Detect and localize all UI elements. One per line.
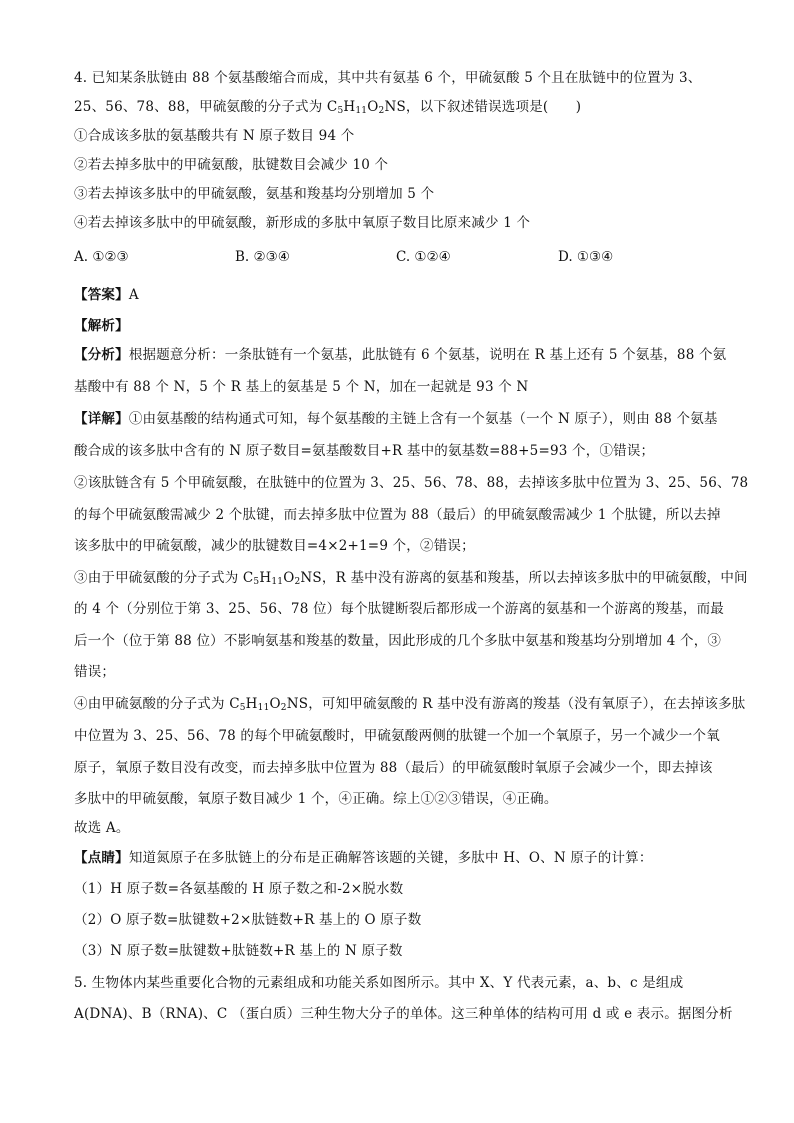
text-segment: NS，以下叙述错误选项是( ) bbox=[384, 99, 582, 115]
xiangjie-line-10 bbox=[74, 694, 746, 714]
text-segment: NS，R 基中没有游离的氨基和羧基，所以去掉该多肽中的甲硫氨酸，中间 bbox=[300, 570, 748, 586]
formula-o: （2）O 原子数=肽键数+2×肽链数+R 基上的 O 原子数 bbox=[74, 912, 422, 928]
subscript: 11 bbox=[271, 577, 284, 587]
text-segment: O bbox=[283, 570, 295, 586]
subscript: 5 bbox=[239, 703, 246, 713]
subscript: 5 bbox=[253, 577, 260, 587]
xiangjie-line-7: 的 4 个（分别位于第 3、25、56、78 位）每个肽键断裂后都形成一个游离的氨基和一个游离的羧基，而最 bbox=[74, 601, 724, 617]
subscript: 2 bbox=[280, 703, 287, 713]
fenxi-line-1 bbox=[74, 345, 726, 365]
text-segment: 知道氮原子在多肽链上的分布是正确解答该题的关键，多肽中 H、O、N 原子的计算： bbox=[128, 850, 653, 866]
fenxi-line-2: 基酸中有 88 个 N，5 个 R 基上的氨基是 5 个 N，加在一起就是 93 个 N bbox=[74, 379, 529, 395]
analysis-tag: 【解析】 bbox=[74, 318, 129, 334]
xiangjie-line-4: 的每个甲硫氨酸需减少 2 个肽键，而去掉多肽中位置为 88（最后）的甲硫氨酸需减少 1 个肽键，所以去掉 bbox=[74, 507, 721, 523]
option-a: A. ①②③ bbox=[74, 249, 129, 265]
text-segment: ③由于甲硫氨酸的分子式为 C bbox=[74, 570, 254, 586]
xiangjie-line-3: ②该肽链含有 5 个甲硫氨酸，在肽链中的位置为 3、25、56、78、88，去掉该多肽中位置为 3、25、56、78 bbox=[74, 475, 749, 491]
question-4-stem-line-1: 4. 已知某条肽链由 88 个氨基酸缩合而成，其中共有氨基 6 个，甲硫氨酸 5 个且在肽链中的位置为 3、 bbox=[74, 70, 702, 86]
text-segment: 25、56、78、88，甲硫氨酸的分子式为 C bbox=[74, 99, 338, 115]
option-d: D. ①③④ bbox=[558, 249, 614, 265]
dianjing-tag: 【点睛】 bbox=[74, 850, 129, 866]
subscript: 2 bbox=[378, 106, 385, 116]
text-segment: 根据题意分析：一条肽链有一个氨基，此肽链有 6 个氨基，说明在 R 基上还有 5 个氨基，88 个氨 bbox=[128, 347, 727, 363]
text-segment: H bbox=[343, 99, 356, 115]
xiangjie-line-2: 酸合成的该多肽中含有的 N 原子数目=氨基酸数目+R 基中的氨基数=88+5=93 个，①错误； bbox=[74, 443, 655, 459]
option-b: B. ②③④ bbox=[235, 249, 290, 265]
question-4-stem-line-2 bbox=[74, 97, 581, 117]
xiangjie-line-5: 该多肽中的甲硫氨酸，减少的肽键数目=4×2+1=9 个，②错误； bbox=[74, 538, 475, 554]
option-c: C. ①②④ bbox=[396, 249, 451, 265]
xiangjie-line-1 bbox=[74, 409, 718, 429]
xiangjie-line-6 bbox=[74, 568, 748, 588]
text-segment: NS，可知甲硫氨酸的 R 基中没有游离的羧基（没有氧原子），在去掉该多肽 bbox=[286, 696, 746, 712]
subscript: 5 bbox=[337, 106, 344, 116]
formula-n: （3）N 原子数=肽键数+肽链数+R 基上的 N 原子数 bbox=[74, 943, 403, 959]
xiangjie-line-12: 原子，氧原子数目没有改变，而去掉多肽中位置为 88（最后）的甲硫氨酸时氧原子会减少一个，即去掉该 bbox=[74, 760, 713, 776]
xiangjie-conclusion: 故选 A。 bbox=[74, 820, 130, 836]
statement-4: ④若去掉该多肽中的甲硫氨酸，新形成的多肽中氧原子数目比原来减少 1 个 bbox=[74, 215, 531, 231]
text-segment: O bbox=[269, 696, 281, 712]
xiangjie-tag: 【详解】 bbox=[74, 411, 129, 427]
formula-h: （1）H 原子数=各氨基酸的 H 原子数之和-2×脱水数 bbox=[74, 881, 404, 897]
subscript: 11 bbox=[257, 703, 270, 713]
subscript: 2 bbox=[294, 577, 301, 587]
subscript: 11 bbox=[355, 106, 368, 116]
dianjing-line-1 bbox=[74, 848, 653, 868]
statement-3: ③若去掉该多肽中的甲硫氨酸，氨基和羧基均分别增加 5 个 bbox=[74, 186, 435, 202]
xiangjie-line-8: 后一个（位于第 88 位）不影响氨基和羧基的数量，因此形成的几个多肽中氨基和羧基均分别增加 4 个，③ bbox=[74, 633, 722, 649]
text-segment: H bbox=[259, 570, 272, 586]
answer-line bbox=[74, 285, 139, 305]
fenxi-tag: 【分析】 bbox=[74, 347, 129, 363]
xiangjie-line-11: 中位置为 3、25、56、78 的每个甲硫氨酸时，甲硫氨酸两侧的肽键一个加一个氧原子，另一个减少一个氧 bbox=[74, 728, 720, 744]
text-segment: ①由氨基酸的结构通式可知，每个氨基酸的主链上含有一个氨基（一个 N 原子），则由 88 个氨基 bbox=[128, 411, 718, 427]
statement-2: ②若去掉多肽中的甲硫氨酸，肽键数目会减少 10 个 bbox=[74, 157, 389, 173]
question-5-line-1: 5. 生物体内某些重要化合物的元素组成和功能关系如图所示。其中 X、Y 代表元素，a、b、c 是组成 bbox=[74, 975, 684, 991]
text-segment: ④由甲硫氨酸的分子式为 C bbox=[74, 696, 240, 712]
answer-value: A bbox=[128, 287, 139, 303]
statement-1: ①合成该多肽的氨基酸共有 N 原子数目 94 个 bbox=[74, 128, 355, 144]
question-5-line-2: A(DNA)、B（RNA)、C （蛋白质）三种生物大分子的单体。这三种单体的结构可用 d 或 e 表示。据图分析 bbox=[74, 1006, 733, 1022]
xiangjie-line-13: 多肽中的甲硫氨酸，氧原子数目减少 1 个，④正确。综上①②③错误，④正确。 bbox=[74, 791, 558, 807]
text-segment: O bbox=[367, 99, 379, 115]
answer-tag: 【答案】 bbox=[74, 287, 129, 303]
text-segment: H bbox=[245, 696, 258, 712]
xiangjie-line-9: 错误； bbox=[74, 664, 116, 680]
